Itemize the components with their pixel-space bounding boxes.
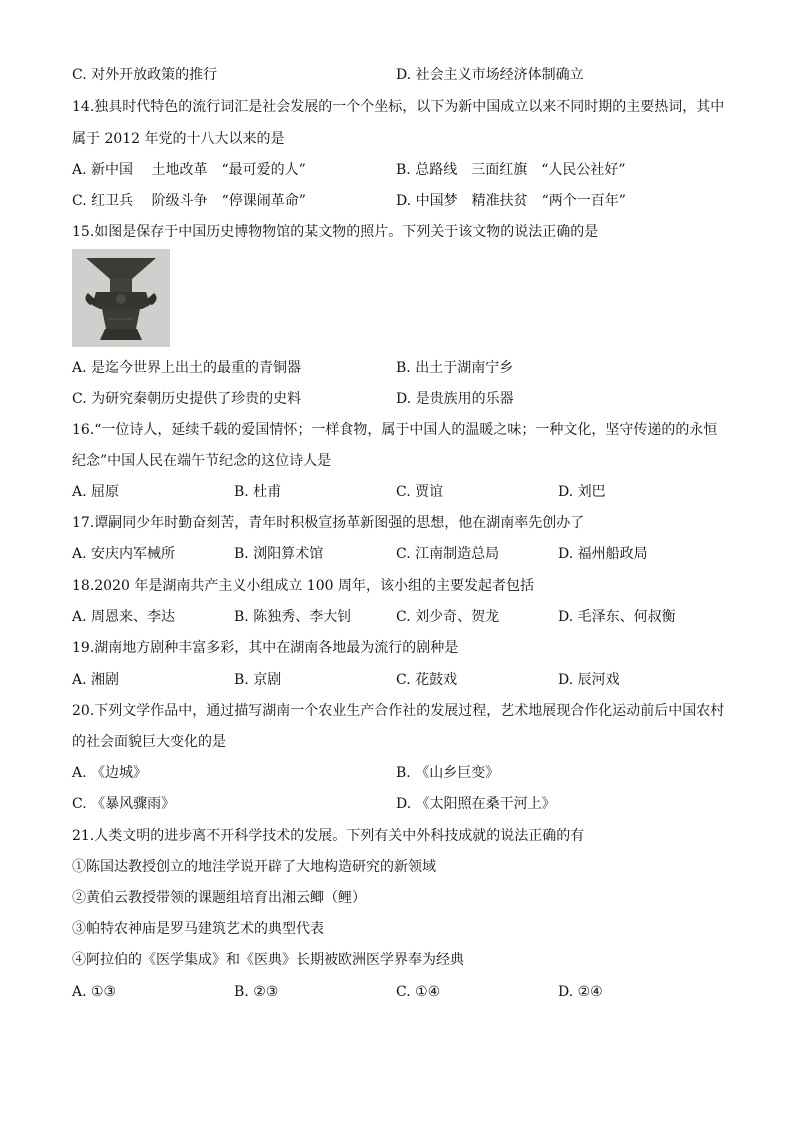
q14-stem-line2: 属于 2012 年党的十八大以来的是: [72, 131, 285, 147]
q14-option-d: D. 中国梦 精准扶贫 “两个一百年”: [396, 193, 626, 209]
q16-option-b: B. 杜甫: [234, 484, 282, 500]
q17-option-b: B. 浏阳算术馆: [234, 546, 324, 562]
q13-option-c: C. 对外开放政策的推行: [72, 67, 218, 83]
q21-option-a: A. ①③: [72, 984, 117, 1000]
q21-item-2: ②黄伯云教授带领的课题组培育出湘云鲫（鲤）: [72, 890, 366, 906]
q21-option-b: B. ②③: [234, 984, 279, 1000]
q21-option-d: D. ②④: [558, 984, 603, 1000]
q21-item-4: ④阿拉伯的《医学集成》和《医典》长期被欧洲医学界奉为经典: [72, 952, 464, 968]
q20-stem-line1: 20.下列文学作品中，通过描写湖南一个农业生产合作社的发展过程，艺术地展现合作化运动前后中国农村: [72, 703, 725, 719]
q13-option-d: D. 社会主义市场经济体制确立: [396, 67, 584, 83]
q19-option-a: A. 湘剧: [72, 672, 120, 688]
q17-stem: 17.谭嗣同少年时勤奋刻苦，青年时积极宣扬革新图强的思想，他在湖南率先创办了: [72, 515, 585, 531]
q19-option-c: C. 花鼓戏: [396, 672, 458, 688]
q19-stem: 19.湖南地方剧种丰富多彩，其中在湖南各地最为流行的剧种是: [72, 640, 459, 656]
q15-option-a: A. 是迄今世界上出土的最重的青铜器: [72, 360, 302, 376]
q17-option-a: A. 安庆内军械所: [72, 546, 176, 562]
q15-option-c: C. 为研究秦朝历史提供了珍贵的史料: [72, 391, 302, 407]
q15-option-b: B. 出土于湖南宁乡: [396, 360, 514, 376]
q17-option-d: D. 福州船政局: [558, 546, 648, 562]
q14-option-a: A. 新中国 土地改革 “最可爱的人”: [72, 162, 306, 178]
q19-option-b: B. 京剧: [234, 672, 282, 688]
bronze-zun-vessel-icon: [72, 249, 170, 347]
q18-option-a: A. 周恩来、李达: [72, 609, 176, 625]
q16-stem-line1: 16.“一位诗人，延续千载的爱国情怀；一样食物，属于中国人的温暖之味；一种文化，坚守传递的的永恒: [72, 422, 718, 438]
q16-stem-line2: 纪念”中国人民在端午节纪念的这位诗人是: [72, 453, 332, 469]
q18-stem: 18.2020 年是湖南共产主义小组成立 100 周年，该小组的主要发起者包括: [72, 578, 534, 594]
q20-stem-line2: 的社会面貌巨大变化的是: [72, 734, 226, 750]
q15-option-d: D. 是贵族用的乐器: [396, 391, 514, 407]
q21-stem: 21.人类文明的进步离不开科学技术的发展。下列有关中外科技成就的说法正确的有: [72, 828, 585, 844]
q18-option-d: D. 毛泽东、何叔衡: [558, 609, 676, 625]
q20-option-b: B. 《山乡巨变》: [396, 765, 500, 781]
q17-option-c: C. 江南制造总局: [396, 546, 500, 562]
q14-option-b: B. 总路线 三面红旗 “人民公社好”: [396, 162, 626, 178]
q20-option-c: C. 《暴风骤雨》: [72, 796, 176, 812]
q16-option-a: A. 屈原: [72, 484, 120, 500]
q21-item-3: ③帕特农神庙是罗马建筑艺术的典型代表: [72, 921, 324, 937]
q21-item-1: ①陈国达教授创立的地洼学说开辟了大地构造研究的新领域: [72, 859, 436, 875]
q16-option-d: D. 刘巴: [558, 484, 606, 500]
q14-option-c: C. 红卫兵 阶级斗争 “停课闹革命”: [72, 193, 306, 209]
q16-option-c: C. 贾谊: [396, 484, 444, 500]
q21-option-c: C. ①④: [396, 984, 441, 1000]
q15-stem: 15.如图是保存于中国历史博物物馆的某文物的照片。下列关于该文物的说法正确的是: [72, 224, 599, 240]
q20-option-a: A. 《边城》: [72, 765, 148, 781]
q18-option-c: C. 刘少奇、贺龙: [396, 609, 500, 625]
q18-option-b: B. 陈独秀、李大钊: [234, 609, 352, 625]
q19-option-d: D. 辰河戏: [558, 672, 620, 688]
q14-stem-line1: 14.独具时代特色的流行词汇是社会发展的一个个坐标，以下为新中国成立以来不同时期的主要热词，其中: [72, 99, 725, 115]
q20-option-d: D. 《太阳照在桑干河上》: [396, 796, 556, 812]
bronze-vessel-photo: [72, 249, 170, 347]
